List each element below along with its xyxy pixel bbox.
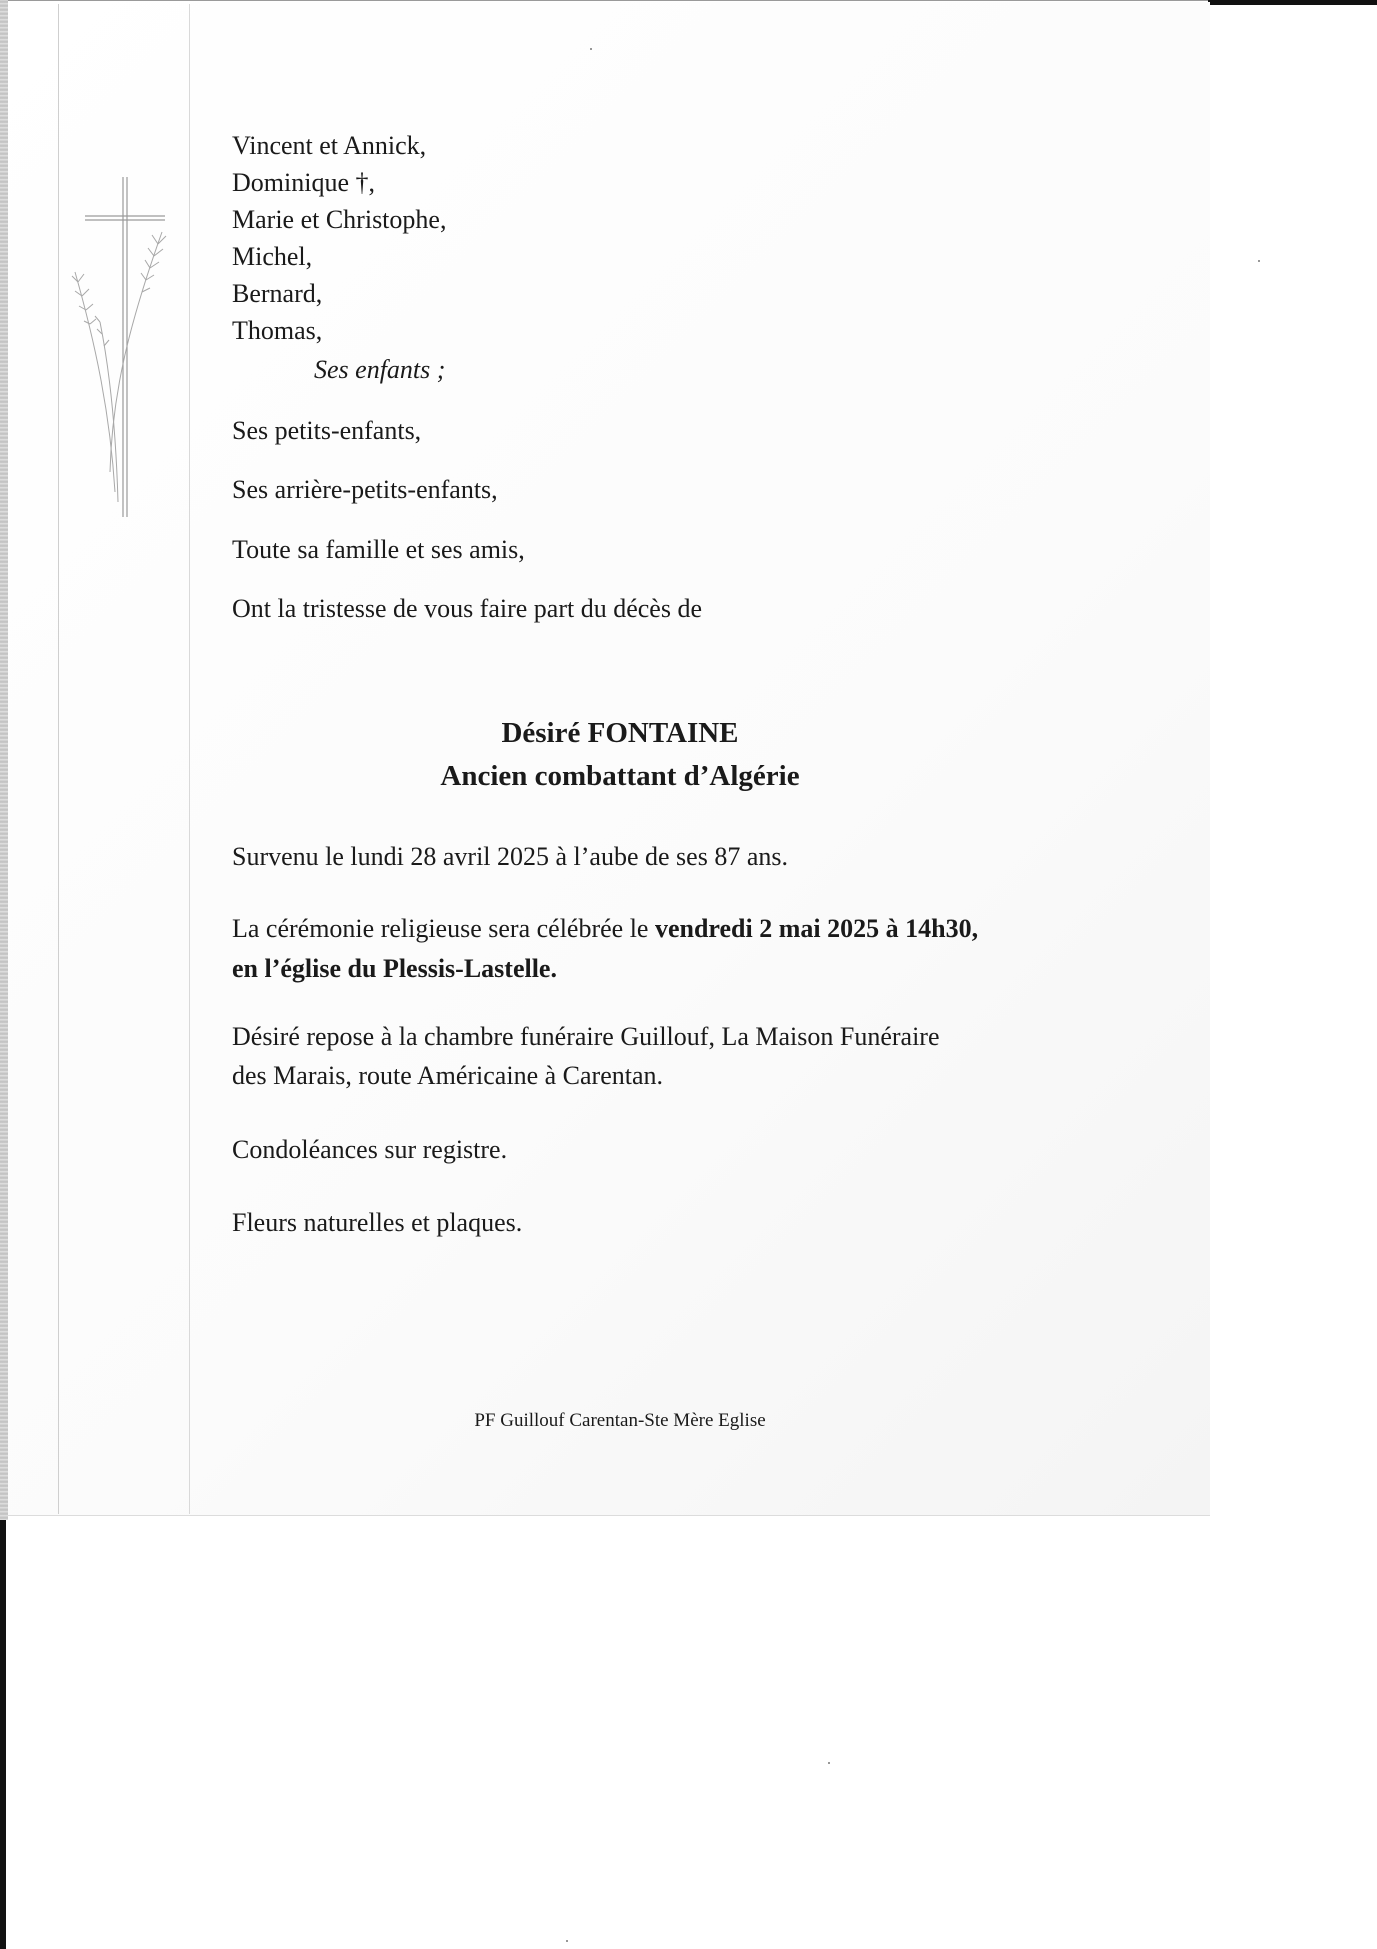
rest-line-2: des Marais, route Américaine à Carentan. bbox=[232, 1061, 663, 1090]
family-member: Vincent et Annick, bbox=[232, 131, 427, 160]
family-member: Dominique †, bbox=[232, 168, 375, 197]
deceased-name: Désiré FONTAINE bbox=[501, 717, 739, 749]
grandchildren-line: Ses petits-enfants, bbox=[232, 416, 422, 445]
ceremony-date: vendredi 2 mai 2025 à 14h30, bbox=[654, 914, 979, 943]
family-member: Thomas, bbox=[232, 316, 323, 345]
family-members-list bbox=[232, 127, 446, 349]
family-friends-line: Toute sa famille et ses amis, bbox=[232, 535, 525, 564]
great-grandchildren-line: Ses arrière-petits-enfants, bbox=[232, 475, 498, 504]
family-member: Bernard, bbox=[232, 279, 323, 308]
card-bottom-edge bbox=[8, 1515, 1210, 1516]
children-label: Ses enfants ; bbox=[314, 355, 446, 384]
cross-with-wheat-icon bbox=[70, 172, 180, 522]
ceremony-intro: La cérémonie religieuse sera célébrée le bbox=[232, 914, 655, 943]
death-line: Survenu le lundi 28 avril 2025 à l’aube de ses 87 ans. bbox=[232, 842, 788, 871]
ceremony-line bbox=[232, 910, 978, 947]
scan-speck bbox=[590, 48, 592, 50]
funeral-home-footer: PF Guillouf Carentan-Ste Mère Eglise bbox=[474, 1410, 766, 1431]
scan-edge-top-dark bbox=[1208, 0, 1377, 5]
scan-edge-left-dark bbox=[0, 1520, 6, 1949]
scan-edge-top bbox=[0, 0, 1208, 1]
deceased-title: Ancien combattant d’Algérie bbox=[440, 760, 800, 792]
condolences-line: Condoléances sur registre. bbox=[232, 1135, 508, 1164]
flowers-line: Fleurs naturelles et plaques. bbox=[232, 1208, 523, 1237]
family-member: Marie et Christophe, bbox=[232, 205, 447, 234]
announcement-line: Ont la tristesse de vous faire part du décès de bbox=[232, 594, 703, 623]
scan-speck bbox=[1258, 260, 1260, 262]
scan-speck bbox=[566, 1940, 568, 1942]
ceremony-place: en l’église du Plessis-Lastelle. bbox=[232, 954, 557, 983]
scan-speck bbox=[828, 1762, 830, 1764]
family-member: Michel, bbox=[232, 242, 313, 271]
rest-line-1: Désiré repose à la chambre funéraire Guillouf, La Maison Funéraire bbox=[232, 1022, 940, 1051]
